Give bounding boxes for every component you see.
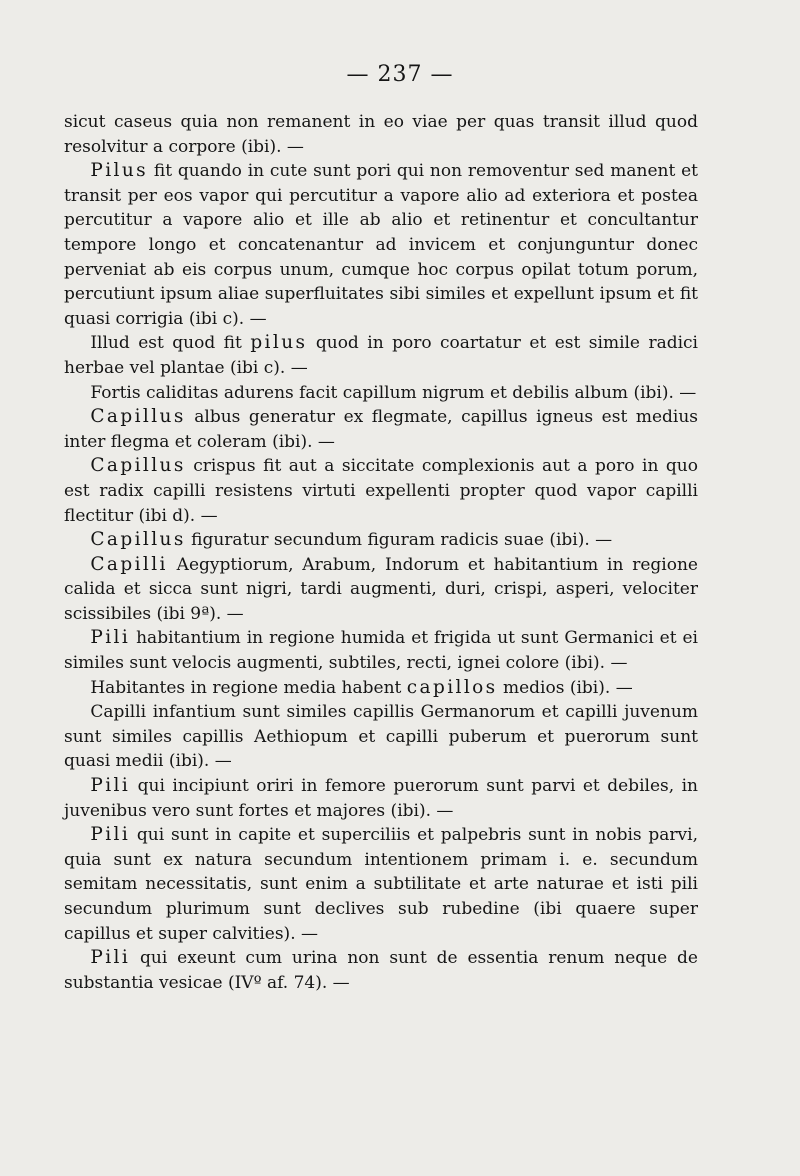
emphasized-term: Pili — [90, 627, 131, 649]
paragraph — [64, 405, 698, 454]
emphasized-term: Pili — [90, 947, 131, 969]
text-segment: albus generatur ex flegmate, capillus igneus est medius inter flegma et coleram (ibi). — — [64, 407, 698, 452]
emphasized-term: Capillus — [90, 529, 186, 551]
paragraph — [64, 676, 698, 701]
paragraph — [64, 553, 698, 627]
emphasized-term: Pilus — [90, 160, 149, 182]
text-segment: crispus fit aut a siccitate complexionis aut a poro in quo est radix capilli resistens virtuti expellenti propter quod vapor capilli flectitur (ibi d). — — [64, 456, 698, 526]
text-segment: qui incipiunt oriri in femore puerorum sunt parvi et debiles, in juvenibus vero sunt fortes et majores (ibi). — — [64, 776, 698, 821]
paragraph — [64, 110, 698, 159]
paragraph — [64, 774, 698, 823]
paragraph — [64, 454, 698, 528]
paragraph — [64, 700, 698, 774]
text-segment: qui exeunt cum urina non sunt de essentia renum neque de substantia vesicae (IVº af. 74). — — [64, 948, 698, 993]
text-segment: Aegyptiorum, Arabum, Indorum et habitantium in regione calida et sicca sunt nigri, tardi augmenti, duri, crispi, asperi, velociter scissibiles (ibi 9ª). — — [64, 554, 698, 624]
emphasized-term: Pili — [90, 824, 131, 846]
text-segment: Capilli infantium sunt similes capillis Germanorum et capilli juvenum sunt similes capillis Aethiopum et capilli puberum et puerorum sunt quasi medii (ibi). — — [64, 702, 698, 772]
emphasized-term: pilus — [250, 332, 308, 354]
text-segment: sicut caseus quia non remanent in eo viae per quas transit illud quod resolvitur a corpore (ibi). — — [64, 112, 698, 157]
emphasized-term: Capillus — [90, 406, 186, 428]
text-segment: Habitantes in regione media habent — [90, 677, 407, 698]
text-segment: qui sunt in capite et superciliis et palpebris sunt in nobis parvi, quia sunt ex natura secundum intentionem primam i. e. secundum semitam necessitatis, sunt enim a subtilitate et arte naturae et isti pili secundum plurimum sunt declives sub rubedine (ibi quaere super capillus et super calvities). — — [64, 825, 698, 944]
paragraph — [64, 528, 698, 553]
text-segment: fit quando in cute sunt pori qui non removentur sed manent et transit per eos vapor qui percutitur a vapore alio ad exteriora et postea percutitur a vapore alio et ille ab alio et retinentur et concultantur tempore longo et concatenantur ad invicem et conjunguntur donec perveniat ab eis corpus unum, cumque hoc corpus opilat totum porum, percutiunt ipsum aliae superfluitates sibi similes et expellunt ipsum et fit quasi corrigia (ibi c). — — [64, 161, 698, 329]
paragraph — [64, 331, 698, 380]
emphasized-term: Capillus — [90, 455, 186, 477]
page-number: — 237 — — [346, 62, 454, 87]
text-segment: habitantium in regione humida et frigida ut sunt Germanici et ei similes sunt velocis augmenti, subtiles, recti, ignei colore (ibi). — — [64, 628, 698, 674]
paragraph — [64, 626, 698, 675]
paragraph — [64, 823, 698, 946]
text-segment: quod in poro coartatur et est simile radici herbae vel plantae (ibi c). — — [64, 333, 698, 378]
text-segment: Fortis caliditas adurens facit capillum nigrum et debilis album (ibi). — — [90, 382, 697, 403]
text-segment: figuratur secundum figuram radicis suae (ibi). — — [185, 530, 613, 551]
emphasized-term: Capilli — [90, 553, 168, 575]
text-segment: Illud est quod fit — [90, 333, 251, 354]
emphasized-term: capillos — [406, 676, 498, 698]
emphasized-term: Pili — [90, 775, 131, 797]
text-segment: medios (ibi). — — [497, 677, 633, 698]
body-text — [64, 110, 698, 995]
paragraph — [64, 159, 698, 331]
paragraph — [64, 381, 698, 406]
paragraph — [64, 946, 698, 995]
